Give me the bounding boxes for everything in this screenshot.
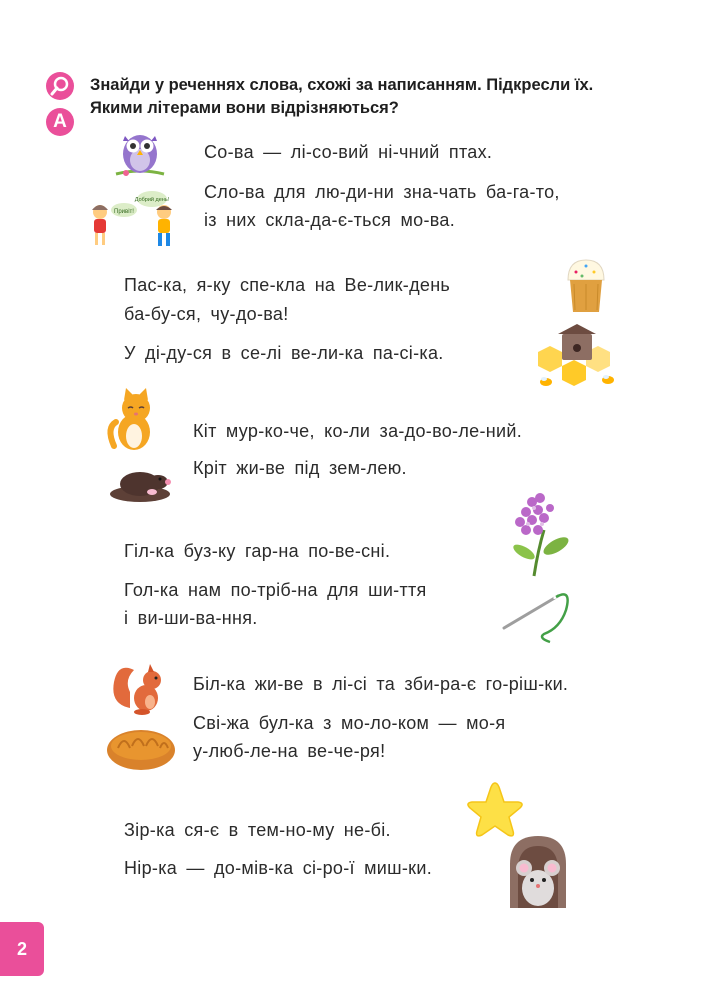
sentence-mouse: Нір-ка — до-мів-ка сі-ро-ї миш-ки. (124, 858, 433, 878)
owl-icon (112, 126, 168, 182)
sentence-bun-1: Сві-жа бул-ка з мо-ло-ком — мо-я (193, 713, 506, 733)
bread-loaf-icon (104, 724, 178, 774)
magnifier-icon (46, 72, 74, 100)
sentence-easter-1: Пас-ка, я-ку спе-кла на Ве-лик-день (124, 275, 451, 295)
mole-icon (106, 458, 176, 502)
letter-a-icon: А (46, 108, 74, 136)
sentence-words-2: із них скла-да-є-ться мо-ва. (204, 210, 456, 230)
sentence-words-1: Сло-ва для лю-ди-ни зна-чать ба-га-то, (204, 182, 560, 202)
sentence-apiary: У ді-ду-ся в се-лі ве-ли-ка па-сі-ка. (124, 343, 444, 363)
beehive-icon (528, 322, 618, 390)
sentence-lilac: Гіл-ка буз-ку гар-на по-ве-сні. (124, 541, 391, 561)
children-talking-icon (86, 190, 186, 256)
sentence-mole: Кріт жи-ве під зем-лею. (193, 458, 407, 478)
sentence-star: Зір-ка ся-є в тем-но-му не-бі. (124, 820, 391, 840)
needle-thread-icon (500, 588, 574, 644)
mouse-icon (508, 834, 568, 908)
sentence-needle-1: Гол-ка нам по-тріб-на для ши-ття (124, 580, 427, 600)
cat-icon (106, 388, 162, 452)
sentence-easter-2: ба-бу-ся, чу-до-ва! (124, 304, 289, 324)
speech-bubble-right: Добрий день! (134, 197, 170, 203)
sentence-needle-2: і ви-ши-ва-ння. (124, 608, 258, 628)
squirrel-icon (110, 656, 170, 716)
speech-bubble-left: Привіт! (114, 209, 134, 215)
page-number: 2 (0, 922, 44, 976)
task-instruction (90, 74, 710, 120)
sentence-squirrel: Біл-ка жи-ве в лі-сі та зби-ра-є го-ріш-ки. (193, 674, 569, 694)
instruction-line-2: Якими літерами вони відрізняються? (90, 99, 399, 117)
sentence-bun-2: у-люб-ле-на ве-че-ря! (193, 741, 386, 761)
easter-bread-icon (562, 254, 610, 314)
lilac-branch-icon (504, 490, 574, 578)
sentence-owl: Со-ва — лі-со-вий ні-чний птах. (204, 142, 493, 162)
instruction-line-1: Знайди у реченнях слова, схожі за написанням. Підкресли їх. (90, 76, 594, 94)
sentence-cat: Кіт мур-ко-че, ко-ли за-до-во-ле-ний. (193, 421, 523, 441)
